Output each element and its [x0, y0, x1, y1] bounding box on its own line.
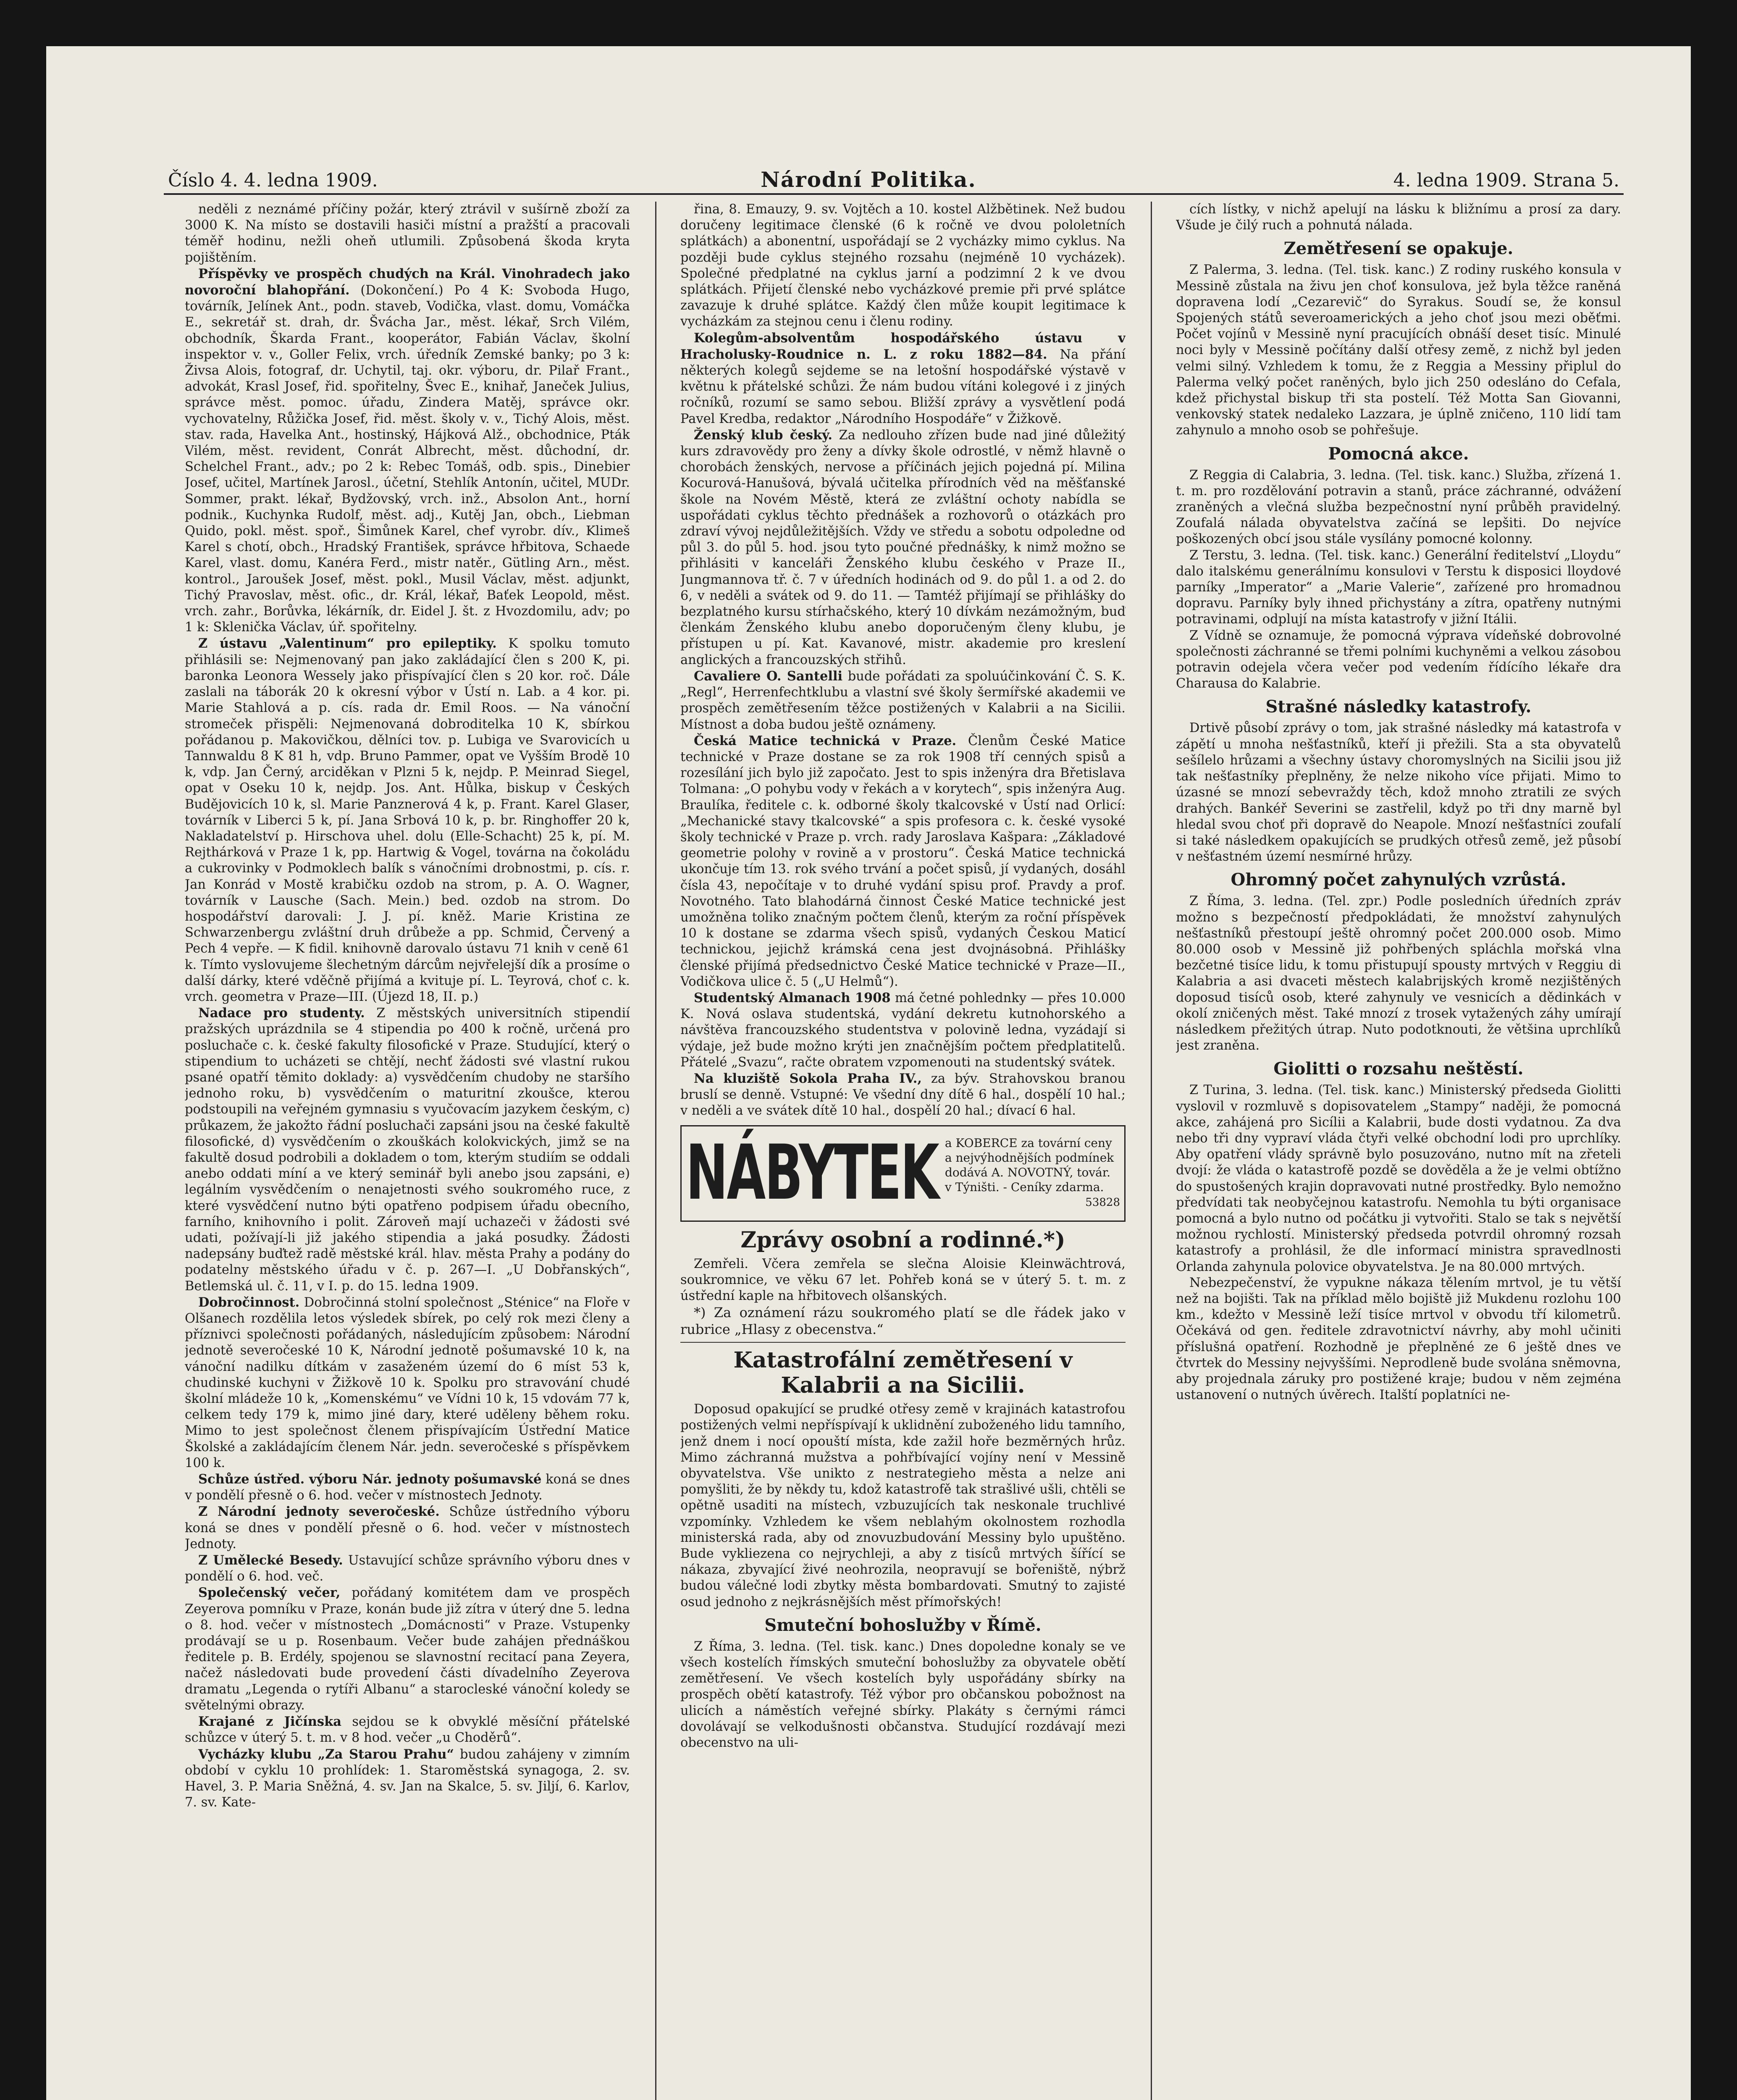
column-middle: [680, 202, 1126, 2100]
ad-title: NÁBYTEK: [686, 1129, 938, 1217]
divider: [680, 1342, 1126, 1343]
article-consequences: Drtivě působí zprávy o tom, jak strašné následky má katastrofa v zápětí u mnoha nešťastníků, kteří ji přežili. Sta a sta obyvatelů sešílelo hrůzami a všechny ústavy choromyslných na Sicilii jsou již tak nešťastníky přeplněny, že nelze nikoho více přijati. Mimo to úzasné se mnozí sebevraždy těch, kdož mnoho ztratili ze svých drahých. Bankéř Severini se zastřelil, když po tři dny marně byl hledal svou choť při dopravě do Neapole. Mnozí nešťastníci zoufalí si také následkem opakujících se prudkých otřesů země, jež působí v nešťastném území nesmírné hrůzy.: [1176, 721, 1621, 864]
article-alumni: Kolegům-absolventům hospodářského ústavu v Hracholusky-Roudnice n. L. z roku 1882—84. Na přání některých kolegů sejdeme se na letošní hospodářské výstavě v květnu k přátelské schůzi. Že nám budou vítáni kolegové i z jiných ročníků, rozumí se samo sebou. Bližší zprávy a vysvětlení podá Pavel Kredba, redaktor „Národního Hospodáře“ v Žižkově.: [680, 330, 1126, 426]
article-giolitti: Z Turina, 3. ledna. (Tel. tisk. kanc.) Ministerský předseda Giolitti vyslovil v rozmluvě s dopisovatelem „Stampy“ naději, že pomocná akce, zahájená pro Sicílii a Kalabrii, bude dosti vydatnou. Za dva nebo tři dny vypraví vláda čtyři velké obchodní lodi pro uprchlíky. Aby opatření vlády správně bylo posuzováno, nutno mít na zřeteli dvojí: že vláda o katastrofě pozdě se dověděla a že je velmi obtížno do spustošených krajin dopravovati nutné prostředky. Bylo nemožno předvídati tak neobyčejnou katastrofu. Nemohla tu býti organisace pomocná a bylo nutno od počátku ji vytvořiti. Stalo se tak s největší možnou rychlostí. Ministerský předseda potvrdil ohromný rozsah katastrofy a prohlásil, že dle informací ministra spravedlnosti Orlanda zahynula polovice obyvatelstva. Je na 80.000 mrtvých.: [1176, 1083, 1621, 1274]
date-and-page: 4. ledna 1909. Strana 5.: [1393, 170, 1619, 191]
masthead-title: Národní Politika.: [761, 167, 976, 192]
article-womens-club: Ženský klub český. Za nedlouho zřízen bude nad jiné důležitý kurs zdravovědy pro ženy a dívky škole odrostlé, v němž hlavně o chorobách ženských, nervose a příčinách jejich pojedná pí. Milina Kocurová-Hanušová, bývalá učitelka přírodních věd na měšťanské škole na Novém Městě, která ze zvláštní ochoty nabídla se uspořádati cyklus těchto přednášek a rozhovorů o otázkách pro zdraví vývoj nejdůležitějších. Vždy ve středu a sobotu odpoledne od půl 3. do půl 5. hod. jsou tyto poučné přednášky, k nimž možno se přihlásiti v kanceláři Ženského klubu českého v Praze II., Jungmannova tř. č. 7 v úředních hodinách od 9. do půl 1. a od 2. do 6, v neděli a svátek od 9. do 11. — Tamtéž přijímají se přihlášky do bezplatného kursu stírhačského, který 10 dívkám nezámožným, buď členkám Ženského klubu anebo doporučeným členy klubu, je přístupen u pí. Kat. Kavanové, mistr. akademie pro kreslení anglických a francouzských střihů.: [680, 427, 1126, 667]
newspaper-page: [46, 46, 1691, 2100]
article-sumava-union: Schůze ústřed. výboru Nár. jednoty pošumavské koná se dnes v pondělí přesně o 6. hod. večer v místnostech Jednoty.: [185, 1472, 630, 1503]
heading-quake-repeats: Zemětřesení se opakuje.: [1283, 239, 1514, 259]
article-valentinum: Z ústavu „Valentinum“ pro epileptiky. K spolku tomuto přihlásili se: Nejmenovaný pan jako zakládající člen s 200 K, pi. baronka Leonora Wessely jako přispívající člen s 20 kor. roč. Dále zaslali na táborák 20 k okresní výbor v Ústí n. Lab. a 4 kor. pi. Marie Stahlová a p. cís. rada dr. Emil Roos. — Na vánoční stromeček přispěli: Nejmenovaná dobroditelka 10 K, sbírkou pořádanou p. Makovičkou, dělníci tov. p. Lubiga ve Svarovicích u Tannwaldu 8 K 81 h, vdp. Bruno Pammer, opat ve Vyšším Brodě 10 k, vdp. Jan Černý, arciděkan v Plzni 5 k, nejdp. P. Meinrad Siegel, opat v Oseku 10 k, nejdp. Jos. Ant. Hůlka, biskup v Českých Budějovicích 10 k, sl. Marie Panznerová 4 k, p. Frant. Karel Glaser, továrník v Liberci 5 k, pí. Jana Srbová 10 k, p. br. Ringhoffer 20 k, Nakladatelství p. Hirschova uhel. dolu (Elle-Schacht) 25 k, pí. M. Rejthárková v Praze 1 k, pp. Hartwig & Vogel, továrna na čokoládu a cukrovinky v Podmoklech balík s vánočními drobnostmi, p. cís. r. Jan Konrád v Mostě krabičku ozdob na strom, p. A. O. Wagner, továrník v Lausche (Sach. Mein.) bed. ozdob na strom. Do hospodářství darovali: J. J. pí. kněž. Marie Kristina ze Schwarzenbergu zvláštní druh drůbeže a pp. Schmid, Červený a Pech 4 vepře. — K fidil. knihovně darovalo ústavu 71 knih v ceně 61 k. Tímto vyslovujeme šlechetným dárcům nejvřelejší dík a prosíme o další dárky, které vděčně přijímá a kvituje pí. L. Teyrová, choť c. k. vrch. geometra v Praze—III. (Újezd 18, II. p.): [185, 636, 630, 1004]
article-fire: neděli z neznámé příčiny požár, který ztrávil v sušírně zboží za 3000 K. Na místo se dostavili hasiči místní a pražští a pracovali téměř hodinu, nežli oheň utlumili. Způsobená škoda kryta pojištěním.: [185, 202, 630, 265]
article-north-union: Z Národní jednoty severočeské. Schůze ústředního výboru koná se dnes v pondělí přesně o 6. hod. večer v místnostech Jednoty.: [185, 1504, 630, 1551]
issue-number: Číslo 4. 4. ledna 1909.: [168, 170, 378, 191]
article-disaster: Doposud opakující se prudké otřesy země v krajinách katastrofou postižených velmi nepříspívají k uklidnění zuboženého lidu tamního, jenž dnem i nocí opouští místa, kde zažil hoře bezměrných hrůz. Mimo záchranná mužstva a pohřbívající vojíny není v Messině obyvatelstva. Vše unikto z nestrategieho města a nelze ani pomyšliti, že by někdy tu, kdož katastrofě tak strašlivé ušli, chtěli se opětně usaditi na místech, vzbuzujících tak neskonale truchlivé vzpomínky. Vzhledem ke všem neblahým okolnostem rozhodla ministerská rada, aby od znovuzbudování Messiny bylo upuštěno. Bude vykliezena co nejrychleji, a aby z tisíců mrtvých šířící se nákaza, zbyvající živé neohrozila, neopravují se bořeniště, nýbrž budou válečné lodi zbytky města bombardovati. Smutný to zajisté osud jednoho z nejkrásnějších měst přímořských!: [680, 1402, 1126, 1609]
columns: [185, 202, 1621, 2100]
article-aid-vienna: Z Vídně se oznamuje, že pomocná výprava vídeňské dobrovolné společnosti záchranné se třemi polními kuchyněmi a velkou zásobou potravin odejela včera večer pod vedením řídícího lékaře dra Charausa do Kalabrie.: [1176, 628, 1621, 691]
article-art-society: Z Umělecké Besedy. Ustavující schůze správního výboru dnes v pondělí o 6. hod. več.: [185, 1553, 630, 1584]
article-social-evening: Společenský večer, pořádaný komitétem dam ve prospěch Zeyerova pomníku v Praze, konán bude již zítra v úterý dne 5. ledna o 8. hod. večer v místnostech „Domácnosti“ v Praze. Vstupenky prodávají se u p. Rosenbaum. Večer bude zahájen přednáškou ředitele p. B. Erdély, spojenou se slavnostní recitací pana Zeyera, načež následovati bude provedení části dívadelního Zeyerova dramatu „Legenda o rytíři Albanu“ a starocleské vánoční koledy se světelnými obrazy.: [185, 1585, 630, 1713]
heading-death-toll: Ohromný počet zahynulých vzrůstá.: [1231, 870, 1566, 890]
article-death-toll: Z Říma, 3. ledna. (Tel. zpr.) Podle posledních úředních zpráv možno s bezpečností předpokládati, že množství zahynulých nešťastníků přestoupí ještě ohromný počet 200.000 osob. Mimo 80.000 osob v Messině již pohřbených spláchla mořská vlna bezčetné tisíce lidu, k tomu přistupují spousty mrtvých v Reggiu di Kalabria a asi dvaceti městech kalabrijských kromě nezjištěných doposud tisíců osob, které zahynuly ve vesnicích a dědinkách v okolí zničených měst. Také mnozí z trosek vytažených záhy umírají následkem přežitých útrap. Nuto podotknouti, že většina uprchlíků jest zraněna.: [1176, 894, 1621, 1053]
header-rule: [164, 193, 1624, 195]
article-aid-trieste: Z Terstu, 3. ledna. (Tel. tisk. kanc.) Generální ředitelství „Lloydu“ dalo italskému generálnímu konsulovi v Terstu k disposici lloydové parníky „Imperator“ a „Marie Valerie“, zařízené pro hromadnou dopravu. Parníky byly ihned přichystány a zítra, opatřeny nutnými potravinami, odplují na místa katastrofy v jižní Itálii.: [1176, 548, 1621, 627]
column-left: [185, 202, 630, 2100]
section-heading-personal: Zprávy osobní a rodinné.*): [740, 1227, 1065, 1253]
article-mourning-cont: cích lístky, v nichž apelují na lásku k bližnímu a prosí za dary. Všude je čilý ruch a pohnutá nálada.: [1176, 202, 1621, 233]
column-divider: [1151, 202, 1152, 2100]
article-danger: Nebezpečenství, že vypukne nákaza tělením mrtvol, je tu větší než na bojišti. Tak na příklad mělo bojiště již Mukdenu rozlohu 100 km., kdežto v Messině leží tisíce mrtvol v obvodu tří kilometrů. Očekává od gen. ředitele zdravotnictví návrhy, aby mohl učiniti příslušná opatření. Rozhodně je přeplněné ze 6 ještě dnes ve čtvrtek do Messiny nejvyššími. Neprodleně bude svolána sněmovna, aby projednala záruky pro postižené kraje; budou v něm zejména ustanovení o nutných úvěrech. Italští poplatníci ne-: [1176, 1275, 1621, 1403]
article-santelli: Cavaliere O. Santelli bude pořádati za spoluúčinkování Č. S. K. „Regl“, Herrenfechtklubu a vlastní své školy šermířské akademii ve prospěch zemětřesením těžce postižených v Kalabrii a na Sicilii. Místnost a doba budou ještě oznámeny.: [680, 668, 1126, 732]
heading-mourning: Smuteční bohoslužby v Římě.: [764, 1615, 1042, 1635]
running-header: [46, 46, 1691, 192]
article-aid-reggio: Z Reggia di Calabria, 3. ledna. (Tel. tisk. kanc.) Služba, zřízená 1. t. m. pro rozdělování potravin a stanů, práce záchranné, odvážení zraněných a vlečná služba bezpečnostní nyní průběh pravidelný. Zoufalá nálada obyvatelstva začíná se lepšiti. Do nejvíce poškozených obcí jsou stále vysílány pomocné kolonny.: [1176, 467, 1621, 547]
column-divider: [655, 202, 656, 2100]
article-old-prague-cont: řina, 8. Emauzy, 9. sv. Vojtěch a 10. kostel Alžbětinek. Než budou doručeny legitimace členské (6 k ročně ve dvou pololetních splátkách) a abonentní, uspořádají se 2 vycházky mimo cyklus. Na později bude cyklus stejného rozsahu (nejméně 10 vycházek). Společné předplatné na cyklus jarní a podzimní 2 k ve dvou splátkách. Přijetí členské nebo vycházkové premie při prvé splátce zavazuje k druhé splátce. Každý člen může koupit legitimace k vycházkám za stejnou cenu i členu rodiny.: [680, 202, 1126, 329]
column-right: [1176, 202, 1621, 2100]
heading-aid: Pomocná akce.: [1328, 444, 1469, 464]
article-scholarships: Nadace pro studenty. Z městských universitních stipendií pražských uprázdnila se 4 stipendia po 400 k ročně, určená pro posluchače c. k. české fakulty filosofické v Praze. Studující, který o stipendium to ucházeti se chtějí, nechť žádosti své vlastní rukou psané opatří těmito doklady: a) vysvědčením chudoby ne staršího jednoho roku, b) vysvědčením o maturitní zkoušce, kterou podstoupili na veřejném gymnasiu s vyučovacím jazykem českým, c) průkazem, že jakožto řádní posluchači zapsáni jsou na české fakultě filosofické, d) vysvědčením o zkouškách kolokvických, jimž se na fakultě dosud podrobili a dokladem o tom, kterým studiím se oddali anebo oddati míní a ve který seminář byli anebo jsou zapsáni, e) legálním vysvědčením o nenajetnosti svého soukromého ruce, z které vysvědčení nutno býti opatřeno podpisem úřadu obecního, farního, knihovního i polit. Zároveň mají uchazeči v žádosti své udati, požívají-li již jakého stipendia a jaká posudky. Žádosti nadepsány buďtež radě městské král. hlav. města Prahy a podány do podatelny městského úřadu v č. p. 267—I. „U Dobřanských“, Betlemská ul. č. 11, v I. p. do 15. ledna 1909.: [185, 1005, 630, 1294]
heading-consequences: Strašné následky katastrofy.: [1265, 697, 1532, 717]
ad-number: 53828: [1085, 1196, 1120, 1209]
article-donations: Příspěvky ve prospěch chudých na Král. Vinohradech jako novoroční blahopřání. (Dokončení.) Po 4 K: Svoboda Hugo, továrník, Jelínek Ant., podn. staveb, Vodička, vlast. domu, Vomáčka E., sekretář st. drah, dr. Švácha Jar., měst. lékař, Srch Vilém, obchodník, Škarda Frant., kooperátor, Fabián Václav, školní inspektor v. v., Goller Felix, vrch. úředník Zemské banky; po 3 k: Živsa Alois, fotograf, dr. Uchytil, taj. okr. výboru, dr. Pilař Frant., advokát, Krasl Josef, řid. spořitelny, Švec E., knihař, Janeček Julius, správce měst. pomoc. úřadu, Zindera Matěj, správce okr. vychovatelny, Růžička Josef, řid. měst. školy v. v., Tichý Alois, měst. stav. rada, Havelka Ant., hostinský, Hájková Alž., obchodnice, Pták Vilém, měst. revident, Conrát Albrecht, měst. důchodní, dr. Schelchel Frant., adv.; po 2 k: Rebec Tomáš, odb. spis., Dinebier Josef, učitel, Martínek Jarosl., účetní, Stehlík Antonín, učitel, MUDr. Sommer, prakt. lékař, Bydžovský, vrch. inž., Absolon Ant., horní podnik., Kuchynka Rudolf, měst. adj., Kutěj Jan, obch., Liebman Quido, pokl. měst. spoř., Šimůnek Karel, chef vyrobr. dív., Klimeš Karel s chotí, obch., Hradský František, správce hřbitova, Schaede Karel, vlast. domu, Kanéra Ferd., mistr natěr., Gütling Arn., měst. kontrol., Jaroušek Josef, měst. pokl., Musil Václav, měst. adjunkt, Tichý Pravoslav, měst. ofic., dr. Král, lékař, Baťek Leopold, měst. vrch. zahr., Borůvka, lékárník, dr. Eidel J. št. z Hvozdomilu, adv; po 1 k: Sklenička Václav, úř. spořitelny.: [185, 266, 630, 635]
heading-giolitti: Giolitti o rozsahu neštěstí.: [1273, 1059, 1524, 1079]
article-quake-repeats: Z Palerma, 3. ledna. (Tel. tisk. kanc.) Z rodiny ruského konsula v Messině zůstala na živu jen choť konsulova, jež byla těžce raněná dopravena lodí „Cezarevič“ do Syrakus. Soudí se, že konsul Spojených států severoamerických a jeho choť jsou mezi oběťmi. Počet vojínů v Messině nyní pracujících obnáší deset tisíc. Minulé noci byly v Messině počítány další otřesy země, z nichž byl jeden velmi silný. Vzhledem k tomu, že z Reggia a Messiny připlul do Palerma velký počet raněných, bylo jich 250 odesláno do Cefala, kdež přichystal biskup tři sta postelí. Též Motta San Giovanni, venkovský statek nedaleko Lazzara, je úplně zničeno, 110 lidí tam zahynulo a mnoho osob se pohřešuje.: [1176, 262, 1621, 438]
article-mourning: Z Říma, 3. ledna. (Tel. tisk. kanc.) Dnes dopoledne konaly se ve všech kostelích římských smuteční bohoslužby za obyvatele obětí zemětřesení. Ve všech kostelích byly uspořádány sbírky na prospěch obětí katastrofy. Též výbor pro občanskou pobožnost na ulicích a náměstích veřejné sbírky. Plakáty s černými rámci dovolávají se velkodušnosti občanstva. Studující rozdávají mezi obecenstvo na uli-: [680, 1639, 1126, 1751]
section-heading-disaster: Katastrofální zemětřesení v Kalabrii a na Sicilii.: [733, 1347, 1073, 1399]
article-jicin: Krajané z Jičínska sejdou se k obvyklé měsíční přátelské schůzce v úterý 5. t. m. v 8 hod. večer „u Choděrů“.: [185, 1714, 630, 1746]
footnote: *) Za oznámení rázu soukromého platí se dle řádek jako v rubrice „Hlasy z obecenstva.“: [680, 1305, 1126, 1338]
furniture-advertisement: [680, 1125, 1126, 1222]
ad-text: a KOBERCE za tovární ceny a nejvýhodnějších podmínek dodává A. NOVOTNÝ, továr. v Týništi. - Ceníky zdarma.: [945, 1136, 1114, 1194]
article-skating: Na kluziště Sokola Praha IV., za býv. Strahovskou branou bruslí se denně. Vstupné: Ve všední dny dítě 6 hal., dospělí 10 hal.; v neděli a ve svátek dítě 10 hal., dospělí 20 hal.; dívací 6 hal.: [680, 1071, 1126, 1118]
article-technical-matice: Česká Matice technická v Praze. Členům České Matice technické v Praze dostane se za rok 1908 tří cenných spisů a rozesílání jich bylo již započato. Jest to spis inženýra dra Břetislava Tolmana: „O pohybu vody v řekách a v korytech“, spis inženýra Aug. Braulíka, ředitele c. k. odborné školy tkalcovské v Ústí nad Orlicí: „Mechanické stavy tkalcovské“ a spis profesora c. k. české vysoké školy technické v Praze p. vrch. rady Jaroslava Kašpara: „Základové geometrie polohy v rovině a v prostoru“. Česká Matice technická ukončuje tím 13. rok svého trvání a počet spisů, jí vydaných, dosáhl čísla 43, nepočítaje v to druhé vydání spisu prof. Pravdy a prof. Novotného. Tato blahodárná činnost České Matice technické jest umožněna toliko značným počtem členů, kterým za roční příspěvek 10 k dostane se zdarma všech spisů, vydaných Českou Maticí technickou, jejichž krámská cena jest dvojnásobná. Přihlášky členské přijímá předsednictvo České Matice technické v Praze—II., Vodičkova ulice č. 5 („U Helmů“).: [680, 733, 1126, 989]
article-student-almanac: Studentský Almanach 1908 má četné pohlednky — přes 10.000 K. Nová oslava studentská, vydání dekretu kutnohorského a návštěva francouzského studentstva v polovině ledna, vyzádají si výdaje, jež bude možno krýti jen značnějším počtem předplatitelů. Přátelé „Svazu“, račte obratem vzpomenouti na studentský svátek.: [680, 990, 1126, 1070]
article-old-prague: Vycházky klubu „Za Starou Prahu“ budou zahájeny v zimním období v cyklu 10 prohlídek: 1. Staroměstská synagoga, 2. sv. Havel, 3. P. Maria Sněžná, 4. sv. Jan na Skalce, 5. sv. Jiljí, 6. Karlov, 7. sv. Kate-: [185, 1746, 630, 1810]
article-charity: Dobročinnost. Dobročinná stolní společnost „Sténice“ na Floře v Olšanech rozdělila letos výsledek sbírek, po celý rok mezi členy a příznivci společnosti pořádaných, následujícím způsobem: Národní jednotě severočeské 10 K, Národní jednotě pošumavské 10 k, na vánoční nadilku dítkám v zasaženém území do 6 míst 53 k, chudinské kuchyni v Žižkově 10 k. Spolku pro stravování chudé školní mládeže 10 k, „Komenskému“ ve Vídni 10 k, 15 vdovám 77 k, celkem tedy 179 k, mimo jiné dary, které uděleny během roku. Mimo to jest společnost členem přispívajícím Ústřední Matice Školské a zakládajícím členem Nár. jedn. severočeské s příspěvkem 100 k.: [185, 1294, 630, 1470]
article-obituary: Zemřeli. Včera zemřela se slečna Aloisie Kleinwächtrová, soukromnice, ve věku 67 let. Pohřeb koná se v úterý 5. t. m. z ústřední kaple na hřbitovech olšanských.: [680, 1256, 1126, 1303]
